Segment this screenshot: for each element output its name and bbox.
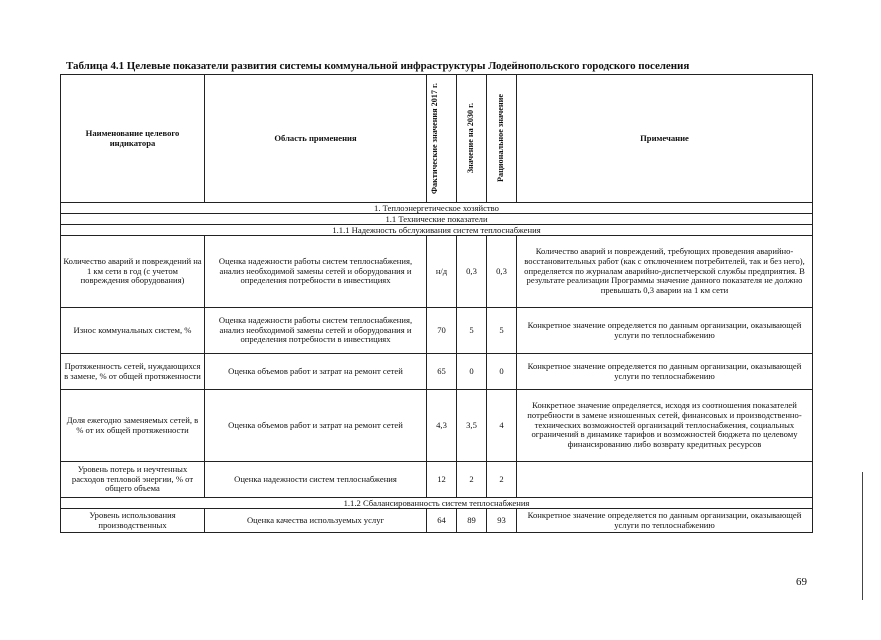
- margin-line: [862, 472, 863, 600]
- cell-actual: 4,3: [427, 390, 457, 462]
- cell-note: [517, 462, 813, 498]
- cell-scope: Оценка качества используемых услуг: [205, 509, 427, 533]
- table-row: [61, 462, 813, 498]
- cell-target: 0,3: [457, 236, 487, 308]
- header-rational: Рациональное значение: [487, 75, 517, 203]
- cell-rational: 5: [487, 308, 517, 354]
- section-row: [61, 225, 813, 236]
- cell-scope: Оценка объемов работ и затрат на ремонт сетей: [205, 390, 427, 462]
- cell-actual: 65: [427, 354, 457, 390]
- cell-indicator: Доля ежегодно заменяемых сетей, в % от их общей протяженности: [61, 390, 205, 462]
- page-number: 69: [796, 576, 807, 588]
- cell-note: Конкретное значение определяется по данным организации, оказывающей услуги по теплоснабжению: [517, 509, 813, 533]
- table-row: [61, 308, 813, 354]
- cell-note: Конкретное значение определяется, исходя из соотношения показателей потребности в замене изношенных сетей, финансовых и производственно-технических возможностей организаций теплоснабжения, социальных ограничений в динамике тарифов и возможностей бюджета по целевому финансированию либо возврату кредитных ресурсов: [517, 390, 813, 462]
- cell-indicator: Износ коммунальных систем, %: [61, 308, 205, 354]
- cell-target: 0: [457, 354, 487, 390]
- section-technical-indicators: 1.1 Технические показатели: [61, 214, 813, 225]
- section-reliability: 1.1.1 Надежность обслуживания систем теплоснабжения: [61, 225, 813, 236]
- cell-indicator: Количество аварий и повреждений на 1 км сети в год (с учетом повреждения оборудования): [61, 236, 205, 308]
- table-row: [61, 390, 813, 462]
- header-target: Значение на 2030 г.: [457, 75, 487, 203]
- section-heat-energy: 1. Теплоэнергетическое хозяйство: [61, 203, 813, 214]
- cell-actual: 64: [427, 509, 457, 533]
- table-row: [61, 236, 813, 308]
- cell-scope: Оценка надежности систем теплоснабжения: [205, 462, 427, 498]
- section-balance: 1.1.2 Сбалансированность систем теплоснабжения: [61, 498, 813, 509]
- header-scope: Область применения: [205, 75, 427, 203]
- header-note: Примечание: [517, 75, 813, 203]
- table-row: [61, 509, 813, 533]
- cell-target: 3,5: [457, 390, 487, 462]
- cell-rational: 4: [487, 390, 517, 462]
- target-indicators-table: [60, 74, 813, 533]
- cell-actual: н/д: [427, 236, 457, 308]
- cell-target: 5: [457, 308, 487, 354]
- cell-note: Количество аварий и повреждений, требующих проведения аварийно-восстановительных работ (как с отключением потребителей, так и без него), определяется по журналам аварийно-диспетчерской службы предприятия. В результате реализации Программы значение данного показателя не должно превышать 0,3 аварии на 1 км сети: [517, 236, 813, 308]
- section-row: [61, 203, 813, 214]
- table-row: [61, 354, 813, 390]
- cell-note: Конкретное значение определяется по данным организации, оказывающей услуги по теплоснабжению: [517, 308, 813, 354]
- section-row: [61, 498, 813, 509]
- cell-rational: 0,3: [487, 236, 517, 308]
- cell-target: 89: [457, 509, 487, 533]
- cell-scope: Оценка надежности работы систем теплоснабжения, анализ необходимой замены сетей и оборудования и определения потребности в инвестициях: [205, 308, 427, 354]
- cell-rational: 0: [487, 354, 517, 390]
- cell-target: 2: [457, 462, 487, 498]
- table-caption: Таблица 4.1 Целевые показатели развития системы коммунальной инфраструктуры Лодейнопольского городского поселения: [66, 60, 690, 72]
- header-actual: Фактические значения 2017 г.: [427, 75, 457, 203]
- cell-scope: Оценка надежности работы систем теплоснабжения, анализ необходимой замены сетей и оборудования и определения потребности в инвестициях: [205, 236, 427, 308]
- section-row: [61, 214, 813, 225]
- cell-scope: Оценка объемов работ и затрат на ремонт сетей: [205, 354, 427, 390]
- cell-indicator: Протяженность сетей, нуждающихся в замене, % от общей протяженности: [61, 354, 205, 390]
- cell-actual: 12: [427, 462, 457, 498]
- cell-actual: 70: [427, 308, 457, 354]
- cell-indicator: Уровень потерь и неучтенных расходов тепловой энергии, % от общего объема: [61, 462, 205, 498]
- table-header-row: [61, 75, 813, 203]
- cell-rational: 93: [487, 509, 517, 533]
- cell-note: Конкретное значение определяется по данным организации, оказывающей услуги по теплоснабжению: [517, 354, 813, 390]
- cell-rational: 2: [487, 462, 517, 498]
- cell-indicator: Уровень использования производственных: [61, 509, 205, 533]
- header-indicator: Наименование целевого индикатора: [61, 75, 205, 203]
